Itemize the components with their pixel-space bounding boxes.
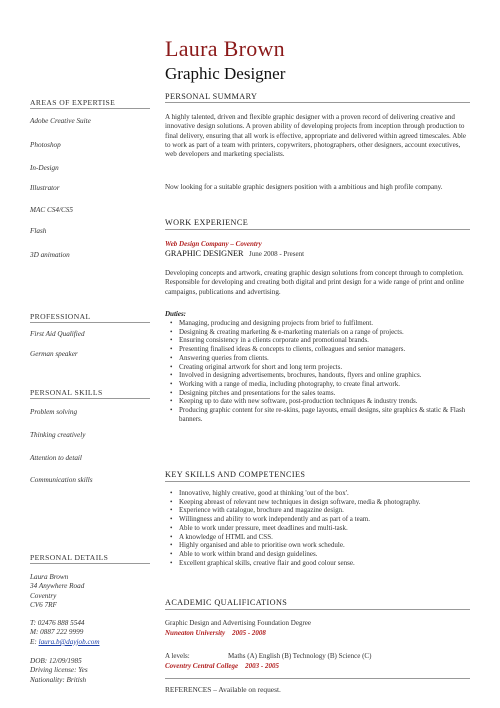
personal-info <box>30 657 88 685</box>
address-line: CV6 7RF <box>30 601 57 610</box>
skill-item: Thinking creatively <box>30 431 86 439</box>
address-line: 34 Anywhere Road <box>30 582 85 591</box>
address-line: Coventry <box>30 591 57 600</box>
expertise-item: In-Design <box>30 164 59 172</box>
driving-license: Driving license: Yes <box>30 666 88 675</box>
alevels-grades: Maths (A) English (B) Technology (B) Science (C) <box>228 652 372 660</box>
contact-block <box>30 619 100 647</box>
duties-list <box>165 319 475 423</box>
email-link[interactable]: laura.b@dayjob.com <box>38 637 100 646</box>
skill-item: • Able to work within brand and design guidelines. <box>179 550 475 559</box>
duty-item: • Answering queries from clients. <box>179 354 475 363</box>
expertise-item: MAC CS4/CS5 <box>30 206 73 214</box>
divider <box>30 108 150 109</box>
nationality: Nationality: British <box>30 675 87 684</box>
divider <box>165 229 470 230</box>
degree-title: Graphic Design and Advertising Foundation Degree <box>165 619 311 627</box>
duty-item: • Keeping up to date with new software, post-production techniques & industry trends. <box>179 397 475 406</box>
role-description: Developing concepts and artwork, creating graphic design solutions from concept through to completion. Responsible for developing and creating both digital and print design for a wide range of print and online campaigns, publications and advertising. <box>165 269 464 296</box>
address-block <box>30 573 84 611</box>
key-skills-heading: KEY SKILLS AND COMPETENCIES <box>165 470 306 479</box>
experience-heading: WORK EXPERIENCE <box>165 218 249 227</box>
skill-item: • Experience with catalogue, brochure and magazine design. <box>179 506 475 515</box>
summary-heading: PERSONAL SUMMARY <box>165 92 258 101</box>
expertise-item: Adobe Creative Suite <box>30 117 91 125</box>
details-heading: PERSONAL DETAILS <box>30 553 109 562</box>
skill-item: Communication skills <box>30 476 93 484</box>
skill-item: • Able to work under pressure, meet deadlines and multi-task. <box>179 524 475 533</box>
summary-paragraph: A highly talented, driven and flexible graphic designer with a proven record of delivering creative and innovative design solutions. A proven ability of developing projects from inception through production to final delivery, ensuring that all work is effective, appropriate and delivered within agreed timescales. Able to work as part of a team with printers, copywriters, photographers, other designers, account executives, web developers and marketing specialists. <box>165 113 466 159</box>
divider <box>30 398 150 399</box>
email-prefix: E: <box>30 637 39 646</box>
skills-heading: PERSONAL SKILLS <box>30 388 103 397</box>
summary-objective: Now looking for a suitable graphic designers position with a ambitious and high profile company. <box>165 183 443 191</box>
duty-item: • Working with a range of media, including photography, to create final artwork. <box>179 380 475 389</box>
expertise-item: 3D animation <box>30 251 70 259</box>
candidate-name: Laura Brown <box>165 36 285 61</box>
duties-heading: Duties: <box>165 310 186 318</box>
professional-heading: PROFESSIONAL <box>30 312 91 321</box>
divider <box>30 322 150 323</box>
job-title: Graphic Designer <box>165 64 286 83</box>
mobile-number: M: 0887 222 9999 <box>30 628 84 637</box>
divider <box>165 102 470 103</box>
duty-item: • Managing, producing and designing projects from brief to fulfilment. <box>179 319 475 328</box>
university-name: Nuneaton University 2005 - 2008 <box>165 629 266 637</box>
skill-item: • Innovative, highly creative, good at thinking 'out of the box'. <box>179 489 475 498</box>
expertise-item: Flash <box>30 227 47 235</box>
skill-item: Attention to detail <box>30 454 82 462</box>
duty-item: • Creating original artwork for short and long term projects. <box>179 363 475 372</box>
academic-heading: ACADEMIC QUALIFICATIONS <box>165 598 288 607</box>
email-line <box>30 638 100 647</box>
phone-number: T: 02476 888 5544 <box>30 619 85 627</box>
role-dates: June 2008 - Present <box>249 250 305 258</box>
expertise-heading: AREAS OF EXPERTISE <box>30 98 116 107</box>
professional-item: First Aid Qualified <box>30 330 85 338</box>
duty-item: • Producing graphic content for site re-skins, page layouts, email designs, site graphics & static & Flash banners. <box>179 406 475 423</box>
expertise-item: Photoshop <box>30 141 61 149</box>
dob: DOB: 12/09/1985 <box>30 657 82 665</box>
skill-item: • A knowledge of HTML and CSS. <box>179 533 475 542</box>
skill-item: Problem solving <box>30 408 78 416</box>
professional-item: German speaker <box>30 350 78 358</box>
duty-item: • Involved in designing advertisements, brochures, handouts, flyers and online graphics. <box>179 371 475 380</box>
duty-item: • Presenting finalised ideas & concepts to clients, colleagues and senior managers. <box>179 345 475 354</box>
skill-item: • Highly organised and able to prioritise own work schedule. <box>179 541 475 550</box>
divider <box>165 678 470 679</box>
references-note: REFERENCES – Available on request. <box>165 685 281 694</box>
duty-item: • Designing pitches and presentations for the sales teams. <box>179 389 475 398</box>
divider <box>165 609 470 610</box>
skill-item: • Willingness and ability to work independently and as part of a team. <box>179 515 475 524</box>
role-title: GRAPHIC DESIGNER <box>165 249 244 258</box>
duty-item: • Designing & creating marketing & e-marketing materials on a range of projects. <box>179 328 475 337</box>
college-name: Coventry Central College 2003 - 2005 <box>165 662 279 670</box>
divider <box>165 481 470 482</box>
divider <box>30 563 150 564</box>
key-skills-list <box>165 489 475 567</box>
alevels-label: A levels: <box>165 652 190 660</box>
address-line: Laura Brown <box>30 573 69 581</box>
skill-item: • Excellent graphical skills, creative flair and good colour sense. <box>179 559 475 568</box>
expertise-item: Illustrator <box>30 184 60 192</box>
company-name: Web Design Company – Coventry <box>165 240 262 248</box>
skill-item: • Keeping abreast of relevant new techniques in design software, media & photography. <box>179 498 475 507</box>
duty-item: • Ensuring consistency in a clients corporate and promotional brands. <box>179 336 475 345</box>
